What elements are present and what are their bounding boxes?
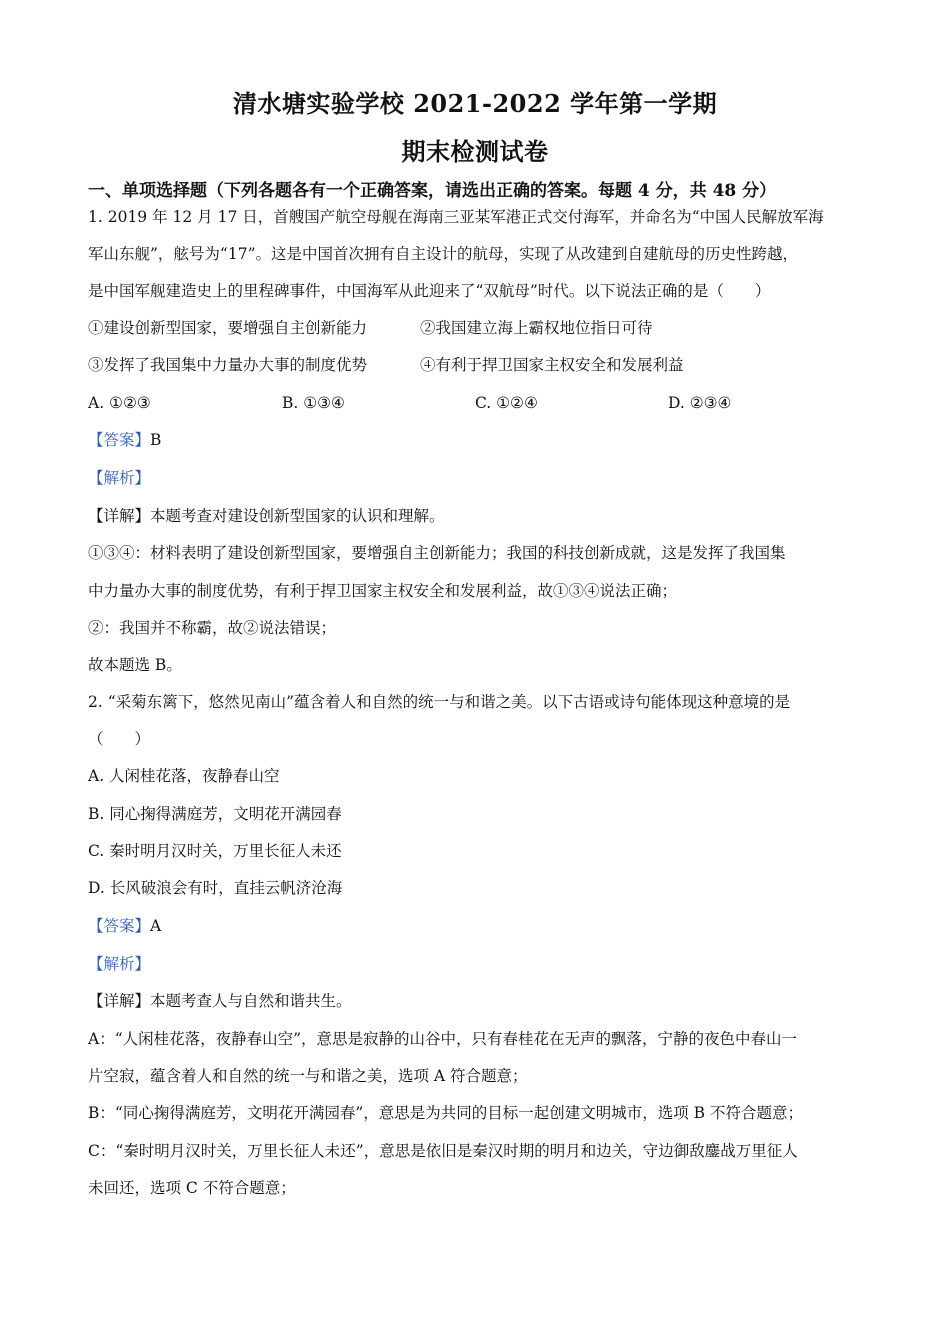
answer-tag: 【答案】 — [88, 431, 151, 449]
q1-detail — [88, 506, 868, 526]
q1-option-a: A. ①②③ — [88, 394, 151, 412]
q2-explain-line: 未回还，选项 C 不符合题意； — [88, 1179, 296, 1197]
q2-answer — [88, 916, 868, 936]
q2-option-d: D. 长风破浪会有时，直挂云帆济沧海 — [88, 879, 343, 897]
q1-statement: ③发挥了我国集中力量办大事的制度优势 — [88, 356, 368, 374]
q1-explain-line: 故本题选 B。 — [88, 656, 182, 674]
q1-explain-line: 中力量办大事的制度优势，有利于捍卫国家主权安全和发展利益，故①③④说法正确； — [88, 582, 678, 600]
q2-option-b: B. 同心掬得满庭芳，文明花开满园春 — [88, 805, 342, 823]
answer-tag: 【答案】 — [88, 917, 151, 935]
section-heading: 一、单项选择题（下列各题各有一个正确答案，请选出正确的答案。每题 4 分，共 48 分） — [88, 181, 777, 201]
q2-option-c: C. 秦时明月汉时关，万里长征人未还 — [88, 842, 342, 860]
q1-statement: ②我国建立海上霸权地位指日可待 — [420, 319, 653, 337]
q1-option-b: B. ①③④ — [282, 394, 345, 412]
q2-option-a: A. 人闲桂花落，夜静春山空 — [88, 767, 280, 785]
q1-statement: ①建设创新型国家，要增强自主创新能力 — [88, 319, 368, 337]
analysis-tag: 【解析】 — [88, 469, 151, 487]
q2-explain-line: C：“秦时明月汉时关，万里长征人未还”，意思是依旧是秦汉时期的明月和边关，守边御敌鏖战万里征人 — [88, 1142, 798, 1160]
detail-text: 本题考查人与自然和谐共生。 — [150, 992, 352, 1010]
answer-value: A — [150, 917, 162, 935]
q2-explain-line: B：“同心掬得满庭芳，文明花开满园春”，意思是为共同的目标一起创建文明城市，选项 B 不符合题意； — [88, 1104, 803, 1122]
q1-stem-line: 1. 2019 年 12 月 17 日，首艘国产航空母舰在海南三亚某军港正式交付海军，并命名为“中国人民解放军海 — [88, 208, 824, 226]
q2-stem-line: （ ） — [88, 730, 151, 748]
q1-stem-line: 军山东舰”，舷号为“17”。这是中国首次拥有自主设计的航母，实现了从改建到自建航母的历史性跨越， — [88, 245, 798, 263]
q1-answer — [88, 430, 868, 450]
q1-analysis — [88, 468, 868, 488]
q2-stem-line: 2. “采菊东篱下，悠然见南山”蕴含着人和自然的统一与和谐之美。以下古语或诗句能体现这种意境的是 — [88, 693, 791, 711]
detail-tag: 【详解】 — [88, 992, 151, 1010]
exam-subtitle: 期末检测试卷 — [401, 137, 549, 166]
q1-option-d: D. ②③④ — [668, 394, 732, 412]
q2-explain-line: A：“人闲桂花落，夜静春山空”，意思是寂静的山谷中，只有春桂花在无声的飘落，宁静的夜色中春山一 — [88, 1030, 798, 1048]
q1-explain-line: ②：我国并不称霸，故②说法错误； — [88, 619, 337, 637]
analysis-tag: 【解析】 — [88, 955, 151, 973]
q1-statement: ④有利于捍卫国家主权安全和发展利益 — [420, 356, 684, 374]
detail-text: 本题考查对建设创新型国家的认识和理解。 — [150, 507, 445, 525]
q2-explain-line: 片空寂，蕴含着人和自然的统一与和谐之美，选项 A 符合题意； — [88, 1067, 528, 1085]
exam-title: 清水塘实验学校 2021-2022 学年第一学期 — [232, 89, 718, 118]
q1-stem-line: 是中国军舰建造史上的里程碑事件，中国海军从此迎来了“双航母”时代。以下说法正确的是（ ） — [88, 282, 771, 300]
detail-tag: 【详解】 — [88, 507, 151, 525]
q1-explain-line: ①③④：材料表明了建设创新型国家，要增强自主创新能力；我国的科技创新成就，这是发挥了我国集 — [88, 544, 786, 562]
q2-detail — [88, 991, 868, 1011]
q2-analysis — [88, 954, 868, 974]
q1-option-c: C. ①②④ — [475, 394, 538, 412]
answer-value: B — [150, 431, 162, 449]
